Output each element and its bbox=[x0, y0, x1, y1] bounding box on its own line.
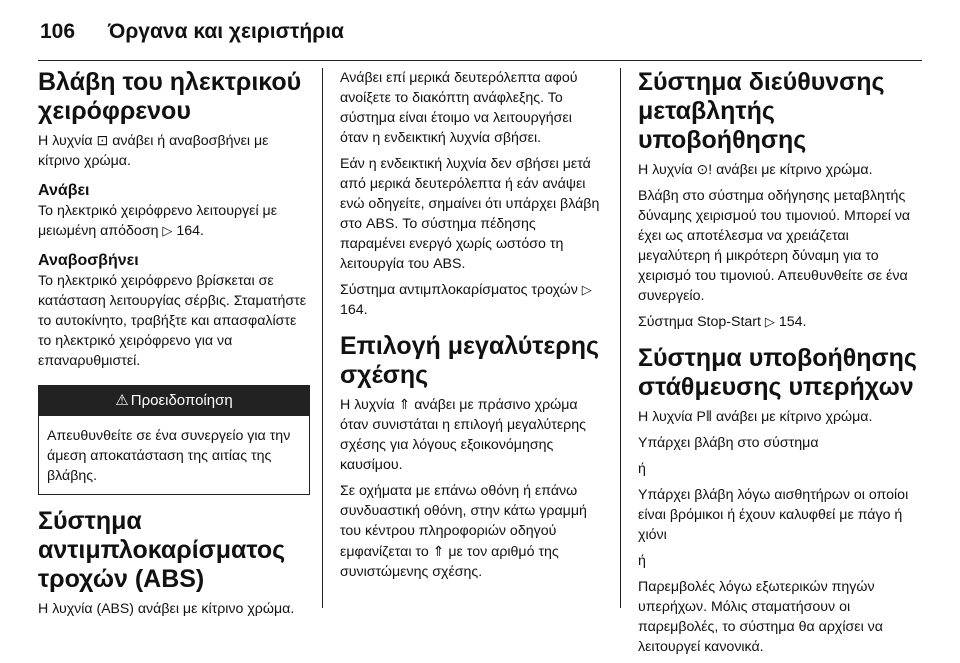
warning-body bbox=[39, 416, 309, 494]
paragraph: Η λυχνία (ABS) ανάβει με κίτρινο χρώμα. bbox=[38, 600, 295, 617]
page-reference-link[interactable]: 164. bbox=[340, 302, 368, 318]
warning-title: Προειδοποίηση bbox=[130, 392, 233, 409]
section-title-electric-parking-brake-fault: Βλάβη του ηλεκτρικού χειρόφρενου bbox=[38, 68, 302, 125]
header-divider bbox=[38, 60, 922, 61]
paragraph: Η λυχνία ⊙! ανάβει με κίτρινο χρώμα. bbox=[638, 161, 873, 178]
section-title-abs: Σύστημα αντιμπλοκαρίσματος τροχών (ABS) bbox=[38, 507, 286, 593]
warning-triangle-icon: ⚠ bbox=[115, 392, 129, 409]
paragraph: Εάν η ενδεικτική λυχνία δεν σβήσει μετά από μερικά δευτερόλεπτα ή εάν ανάψει ενώ οδηγείτε, σημαίνει ότι υπάρχει βλάβη στο ABS. Το σύστημα πέδησης παραμένει ενεργό χωρίς ωστόσο τη λειτουργία του ABS. bbox=[340, 156, 600, 272]
paragraph: Το ηλεκτρικό χειρόφρενο βρίσκεται σε κατάσταση λειτουργίας σέρβις. Σταματήστε το αυτοκίνητο, τραβήξτε και απασφαλίστε το ηλεκτρικό χειρόφρενο για να επαναρυθμιστεί. bbox=[38, 273, 307, 369]
page-reference-arrow-icon: ▷ bbox=[162, 223, 173, 238]
section-title-shift-up: Επιλογή μεγαλύτερης σχέσης bbox=[340, 332, 600, 389]
page-reference-arrow-icon: ▷ bbox=[581, 282, 592, 297]
shift-up-icon: ⇑ bbox=[432, 543, 445, 559]
paragraph: Το ηλεκτρικό χειρόφρενο λειτουργεί με μειωμένη απόδοση ▷ 164. bbox=[38, 203, 278, 239]
column-1 bbox=[38, 68, 310, 625]
parking-assist-icon: P⦀ bbox=[696, 408, 713, 424]
paragraph: ή bbox=[638, 461, 646, 477]
page-number: 106 bbox=[40, 20, 76, 43]
shift-up-icon: ⇑ bbox=[398, 396, 411, 412]
warning-header bbox=[39, 386, 309, 416]
paragraph: ή bbox=[638, 553, 646, 569]
abs-warning-icon: (ABS) bbox=[96, 600, 134, 616]
page-reference-link[interactable]: 154. bbox=[778, 314, 807, 330]
page-reference-link[interactable]: 164. bbox=[176, 223, 204, 239]
warning-box bbox=[38, 385, 310, 495]
parking-brake-warning-icon: ⊡ bbox=[96, 132, 109, 148]
subsection-title-lights-up: Ανάβει bbox=[38, 182, 90, 199]
page-reference-arrow-icon: ▷ bbox=[764, 314, 775, 329]
paragraph: Η λυχνία ⇑ ανάβει με πράσινο χρώμα όταν συνιστάται η επιλογή μεγαλύτερης σχέσης για λόγους εξοικονόμησης καυσίμου. bbox=[340, 396, 586, 473]
section-title-parking-assist: Σύστημα υποβοήθησης στάθμευσης υπερήχων bbox=[638, 344, 917, 401]
paragraph: Υπάρχει βλάβη στο σύστημα bbox=[638, 435, 819, 451]
steering-warning-icon: ⊙! bbox=[696, 161, 713, 177]
paragraph: Παρεμβολές λόγω εξωτερικών πηγών υπερήχων. Μόλις σταματήσουν οι παρεμβολές, το σύστημα θα αρχίσει να λειτουργεί κανονικά. bbox=[638, 579, 883, 655]
column-divider-2 bbox=[620, 68, 621, 608]
paragraph: Ανάβει επί μερικά δευτερόλεπτα αφού ανοίξετε το διακόπτη ανάφλεξης. Το σύστημα είναι έτοιμο να λειτουργήσει όταν η ενδεικτική λυχνία σβήσει. bbox=[340, 70, 578, 146]
paragraph: Η λυχνία ⊡ ανάβει ή αναβοσβήνει με κίτρινο χρώμα. bbox=[38, 132, 269, 169]
column-divider-1 bbox=[322, 68, 323, 608]
column-3 bbox=[638, 68, 920, 663]
paragraph: Βλάβη στο σύστημα οδήγησης μεταβλητής δύναμης χειρισμού του τιμονιού. Μπορεί να έχει ως αποτέλεσμα να χρειάζεται μεγαλύτερη ή μικρότερη δύναμη για το χειρισμό του τιμονιού. Απευθυνθείτε σε ένα συνεργείο. bbox=[638, 188, 911, 304]
page-title: Όργανα και χειριστήρια bbox=[108, 20, 344, 43]
page-header bbox=[38, 14, 922, 54]
section-title-variable-steering: Σύστημα διεύθυνσης μεταβλητής υποβοήθησης bbox=[638, 68, 885, 154]
subsection-title-flashes: Αναβοσβήνει bbox=[38, 252, 139, 269]
column-2 bbox=[340, 68, 604, 588]
paragraph: Υπάρχει βλάβη λόγω αισθητήρων οι οποίοι είναι βρόμικοι ή έχουν καλυφθεί με πάγο ή χιόνι bbox=[638, 487, 909, 543]
warning-text: Απευθυνθείτε σε ένα συνεργείο για την άμεση αποκατάσταση της αιτίας της βλάβης. bbox=[47, 428, 291, 484]
paragraph: Σύστημα Stop-Start ▷ 154. bbox=[638, 314, 807, 330]
paragraph: Η λυχνία P⦀ ανάβει με κίτρινο χρώμα. bbox=[638, 408, 873, 425]
paragraph: Σύστημα αντιμπλοκαρίσματος τροχών ▷ 164. bbox=[340, 282, 592, 318]
paragraph: Σε οχήματα με επάνω οθόνη ή επάνω συνδυαστική οθόνη, στην κάτω γραμμή του κέντρου πληροφοριών οδηγού εμφανίζεται το ⇑ με τον αριθμό της συνιστώμενης σχέσης. bbox=[340, 483, 587, 580]
